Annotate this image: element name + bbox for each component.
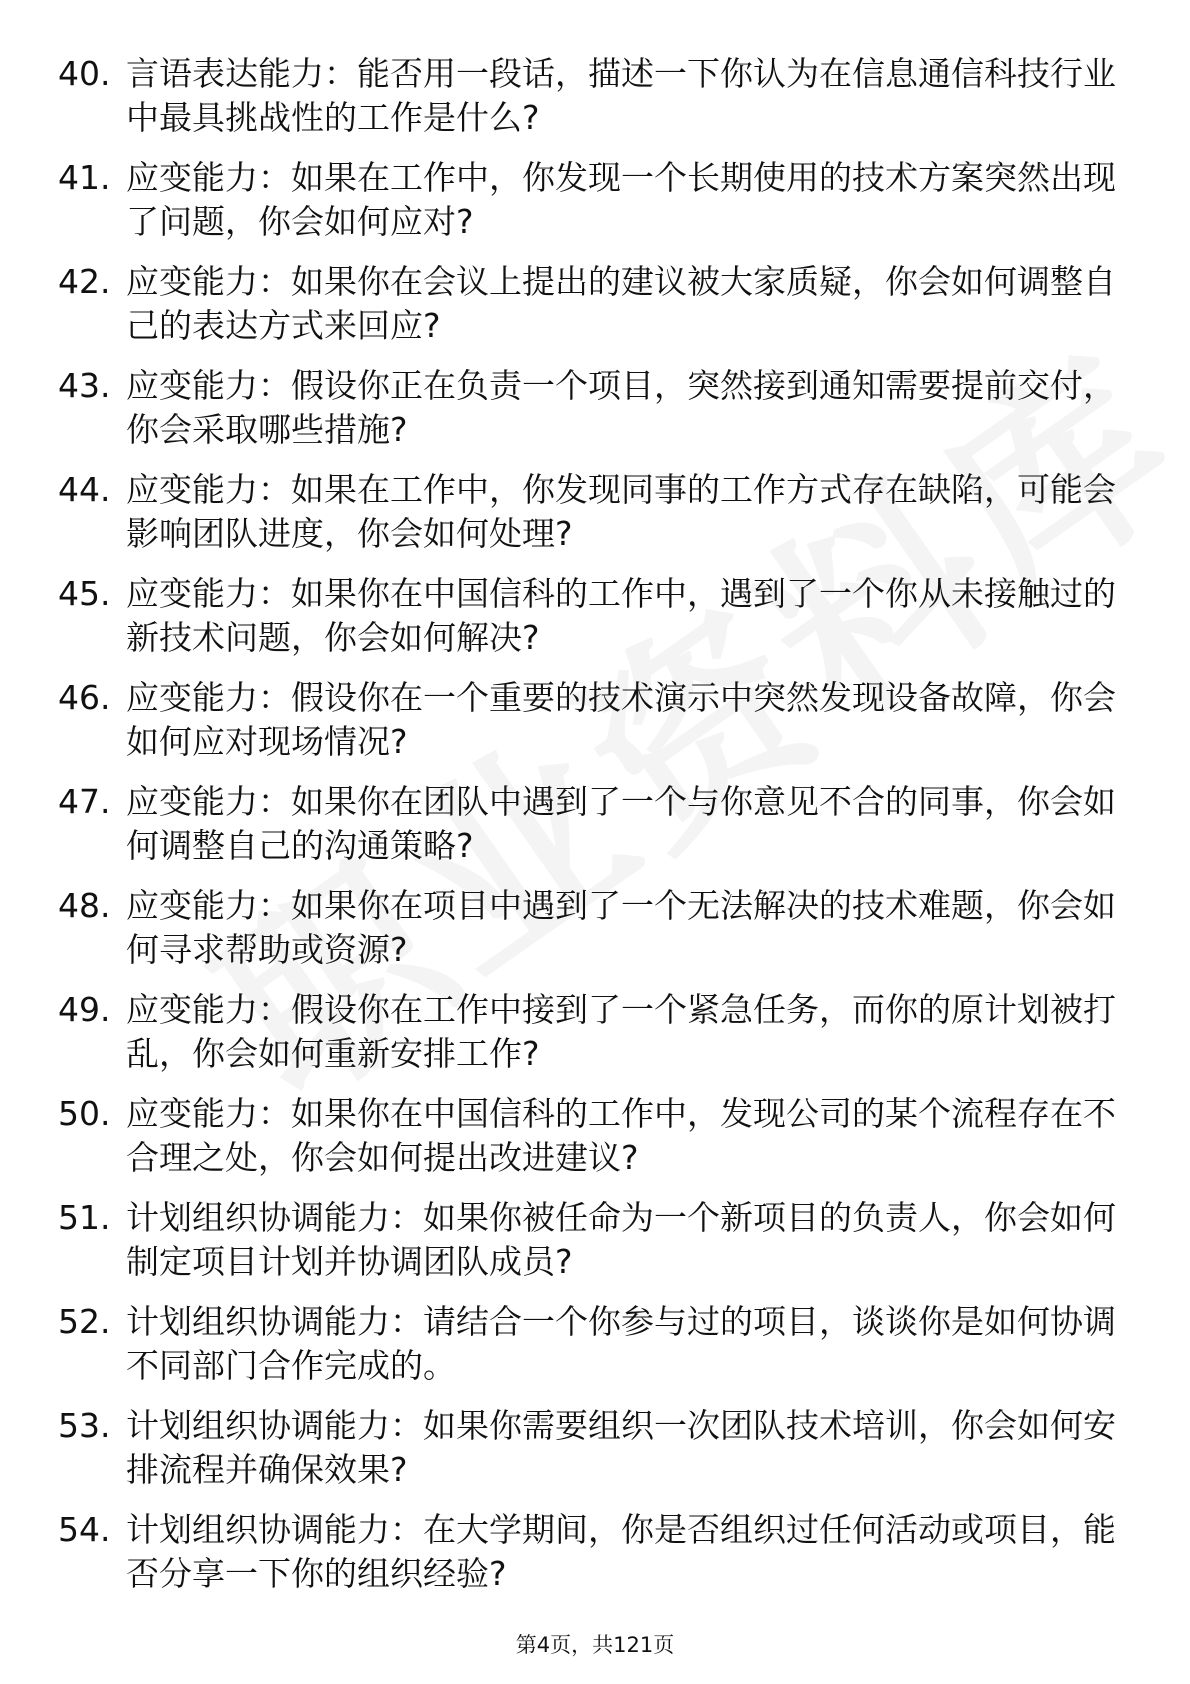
question-number: 52. [58,1302,111,1341]
list-item [58,156,1118,260]
question-text: 应变能力：如果在工作中，你发现同事的工作方式存在缺陷，可能会影响团队进度，你会如何处理? [126,470,1116,553]
question-number: 45. [58,574,111,613]
question-number: 48. [58,886,111,925]
question-text: 应变能力：如果你在会议上提出的建议被大家质疑，你会如何调整自己的表达方式来回应? [126,262,1116,345]
question-text: 应变能力：如果你在团队中遇到了一个与你意见不合的同事，你会如何调整自己的沟通策略? [126,782,1116,865]
question-text: 应变能力：如果你在中国信科的工作中，发现公司的某个流程存在不合理之处，你会如何提出改进建议? [126,1094,1116,1177]
question-text: 计划组织协调能力：如果你需要组织一次团队技术培训，你会如何安排流程并确保效果? [126,1406,1116,1489]
list-item [58,468,1118,572]
question-number: 51. [58,1198,111,1237]
list-item [58,988,1118,1092]
list-item [58,52,1118,156]
question-number: 44. [58,470,111,509]
list-item [58,1092,1118,1196]
list-item [58,676,1118,780]
list-item [58,260,1118,364]
list-item [58,1196,1118,1300]
question-number: 42. [58,262,111,301]
question-text: 计划组织协调能力：请结合一个你参与过的项目，谈谈你是如何协调不同部门合作完成的。 [126,1302,1116,1385]
list-item [58,884,1118,988]
question-number: 40. [58,54,111,93]
question-text: 计划组织协调能力：在大学期间，你是否组织过任何活动或项目，能否分享一下你的组织经验? [126,1510,1116,1593]
question-text: 应变能力：假设你在一个重要的技术演示中突然发现设备故障，你会如何应对现场情况? [126,678,1116,761]
question-number: 43. [58,366,111,405]
list-item [58,1404,1118,1508]
question-text: 应变能力：假设你正在负责一个项目，突然接到通知需要提前交付，你会采取哪些措施? [126,366,1116,449]
question-number: 54. [58,1510,111,1549]
question-number: 46. [58,678,111,717]
list-item [58,364,1118,468]
list-item [58,1508,1118,1612]
list-item [58,780,1118,884]
list-item [58,1300,1118,1404]
question-number: 47. [58,782,111,821]
list-item [58,572,1118,676]
question-number: 49. [58,990,111,1029]
question-number: 50. [58,1094,111,1133]
question-text: 应变能力：如果你在项目中遇到了一个无法解决的技术难题，你会如何寻求帮助或资源? [126,886,1116,969]
question-text: 应变能力：假设你在工作中接到了一个紧急任务，而你的原计划被打乱，你会如何重新安排工作? [126,990,1116,1073]
question-text: 计划组织协调能力：如果你被任命为一个新项目的负责人，你会如何制定项目计划并协调团队成员? [126,1198,1116,1281]
question-number: 53. [58,1406,111,1445]
question-text: 应变能力：如果你在中国信科的工作中，遇到了一个你从未接触过的新技术问题，你会如何解决? [126,574,1116,657]
question-text: 言语表达能力：能否用一段话，描述一下你认为在信息通信科技行业中最具挑战性的工作是什么? [126,54,1116,137]
page-footer: 第4页，共121页 [515,1633,675,1657]
question-number: 41. [58,158,111,197]
question-list [58,52,1118,1612]
question-text: 应变能力：如果在工作中，你发现一个长期使用的技术方案突然出现了问题，你会如何应对? [126,158,1116,241]
